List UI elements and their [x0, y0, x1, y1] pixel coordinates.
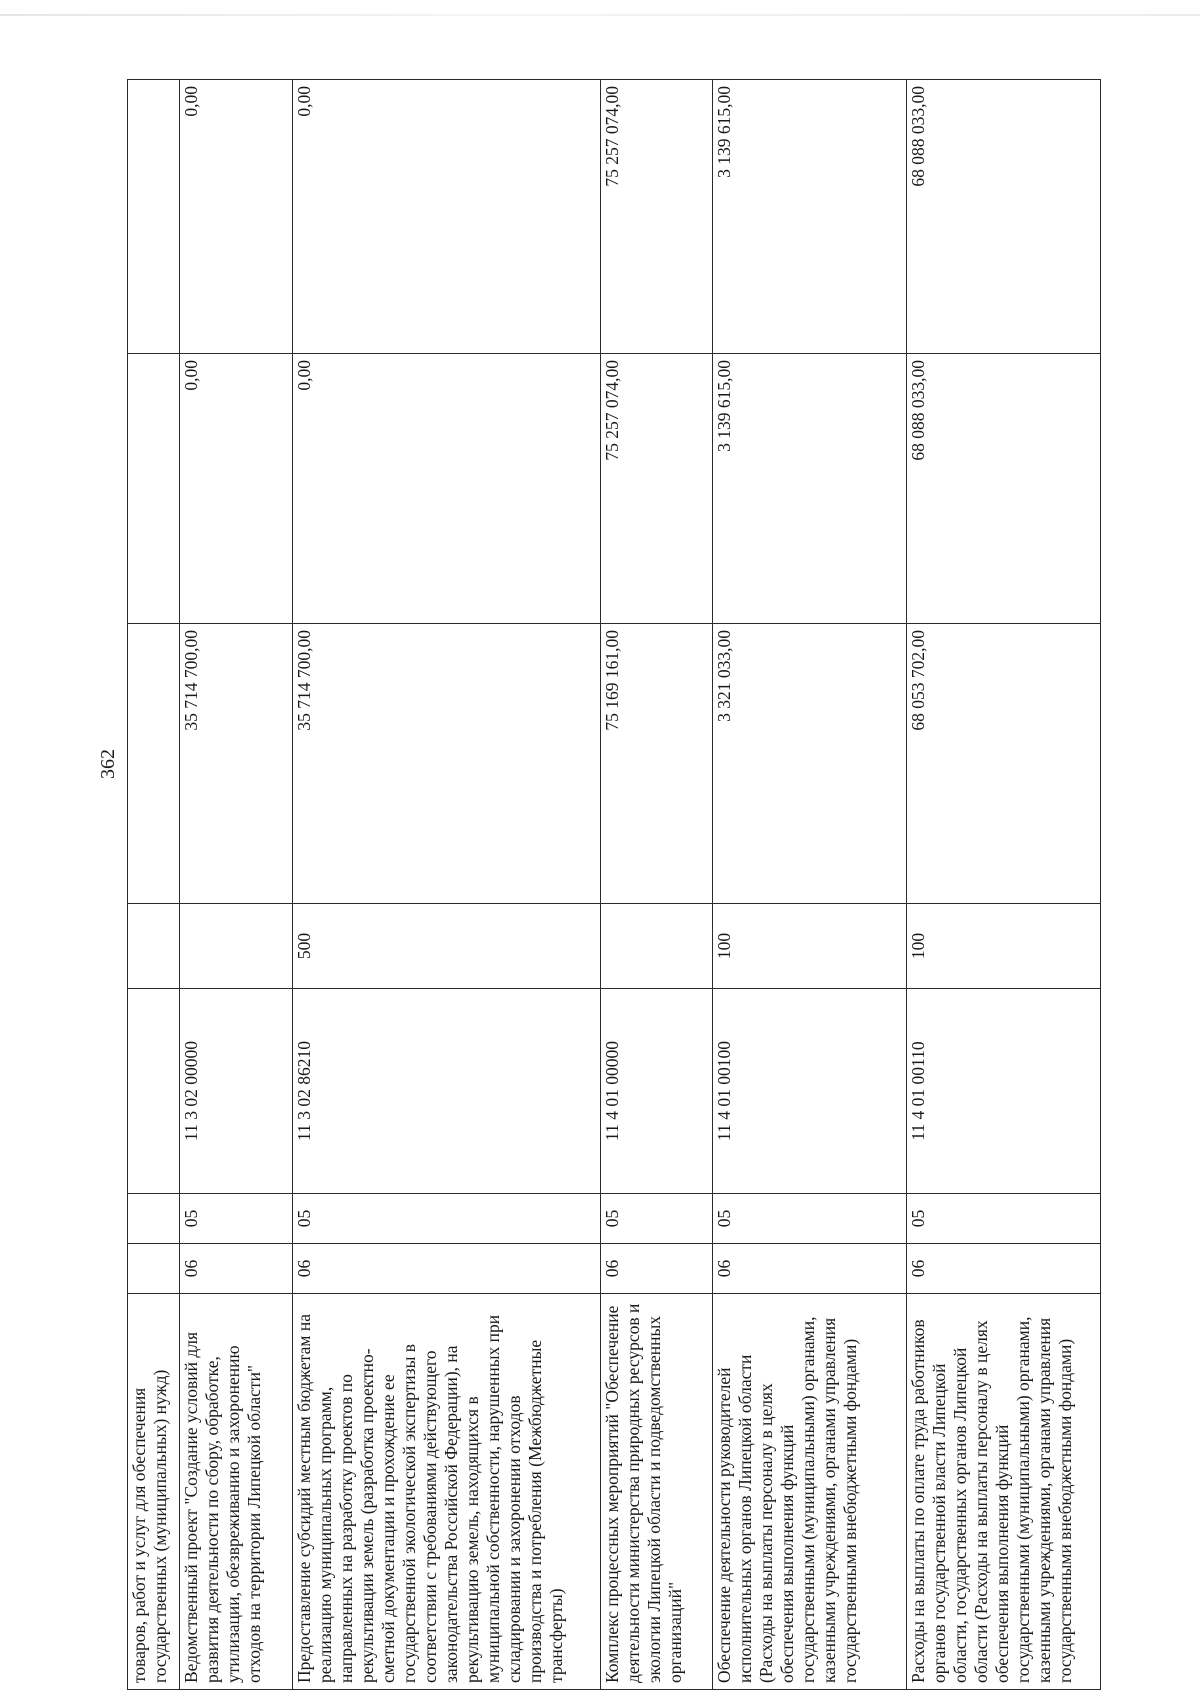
row-grbs-cell — [128, 1244, 180, 1294]
row-amount-year2-cell: 0,00 — [292, 354, 600, 624]
page-number: 362 — [97, 749, 119, 779]
row-target-article-cell: 11 4 01 00000 — [600, 989, 713, 1194]
row-section-cell: 05 — [180, 1194, 293, 1244]
row-amount-year3-cell: 75 257 074,00 — [600, 80, 713, 354]
row-amount-year1-cell: 35 714 700,00 — [292, 624, 600, 904]
table-row — [292, 80, 600, 1690]
row-amount-year3-cell: 0,00 — [292, 80, 600, 354]
row-amount-year2-cell: 68 088 033,00 — [907, 354, 1101, 624]
row-amount-year1-cell: 68 053 702,00 — [907, 624, 1101, 904]
row-amount-year2-cell — [128, 354, 180, 624]
row-name-cell: Комплекс процессных мероприятий "Обеспечение деятельности министерства природных ресурсов и экологии Липецкой области и подведомственных организаций" — [600, 1294, 713, 1690]
row-amount-year3-cell: 68 088 033,00 — [907, 80, 1101, 354]
row-amount-year1-cell: 35 714 700,00 — [180, 624, 293, 904]
budget-table-rotated — [127, 80, 1101, 1690]
row-expense-type-cell — [600, 904, 713, 989]
row-target-article-cell: 11 4 01 00110 — [907, 989, 1101, 1194]
row-section-cell — [128, 1194, 180, 1244]
row-name-cell: Расходы на выплаты по оплате труда работников органов государственной власти Липецкой области, государственных органов Липецкой области (Расходы на выплаты персоналу в целях обеспечения выполнения функций государственными (муниципальными) органами, казенными учреждениями, органами управления государственными внебюджетными фондами) — [907, 1294, 1101, 1690]
row-grbs-cell: 06 — [600, 1244, 713, 1294]
scan-edge-line — [0, 14, 1200, 16]
row-grbs-cell: 06 — [180, 1244, 293, 1294]
row-grbs-cell: 06 — [292, 1244, 600, 1294]
row-target-article-cell — [128, 989, 180, 1194]
row-name-cell: Предоставление субсидий местным бюджетам на реализацию муниципальных программ, направленных на разработку проектов по рекультивации земель (разработка проектно-сметной документации и прохождение ее государственной экологической экспертизы в соответствии с требованиями действующего законодательства Российской Федерации), на рекультивацию земель, находящихся в муниципальной собственности, нарушенных при складировании и захоронении отходов производства и потребления (Межбюджетные трансферты) — [292, 1294, 600, 1690]
budget-table — [127, 79, 1101, 1690]
table-row — [713, 80, 907, 1690]
row-grbs-cell: 06 — [907, 1244, 1101, 1294]
table-row — [128, 80, 180, 1690]
table-row — [600, 80, 713, 1690]
row-amount-year2-cell: 0,00 — [180, 354, 293, 624]
row-target-article-cell: 11 3 02 86210 — [292, 989, 600, 1194]
row-amount-year3-cell — [128, 80, 180, 354]
row-amount-year3-cell: 3 139 615,00 — [713, 80, 907, 354]
row-expense-type-cell: 500 — [292, 904, 600, 989]
row-name-cell: товаров, работ и услуг для обеспечения государственных (муниципальных) нужд) — [128, 1294, 180, 1690]
row-section-cell: 05 — [600, 1194, 713, 1244]
row-amount-year1-cell: 75 169 161,00 — [600, 624, 713, 904]
table-row — [180, 80, 293, 1690]
row-amount-year1-cell: 3 321 033,00 — [713, 624, 907, 904]
row-name-cell: Ведомственный проект "Создание условий для развития деятельности по сбору, обработке, утилизации, обезвреживанию и захоронению отходов на территории Липецкой области" — [180, 1294, 293, 1690]
row-target-article-cell: 11 3 02 00000 — [180, 989, 293, 1194]
row-expense-type-cell: 100 — [713, 904, 907, 989]
row-section-cell: 05 — [292, 1194, 600, 1244]
row-amount-year2-cell: 75 257 074,00 — [600, 354, 713, 624]
row-target-article-cell: 11 4 01 00100 — [713, 989, 907, 1194]
row-expense-type-cell: 100 — [907, 904, 1101, 989]
row-expense-type-cell — [128, 904, 180, 989]
row-amount-year1-cell — [128, 624, 180, 904]
row-amount-year3-cell: 0,00 — [180, 80, 293, 354]
table-row — [907, 80, 1101, 1690]
row-expense-type-cell — [180, 904, 293, 989]
row-amount-year2-cell: 3 139 615,00 — [713, 354, 907, 624]
row-section-cell: 05 — [713, 1194, 907, 1244]
row-grbs-cell: 06 — [713, 1244, 907, 1294]
row-name-cell: Обеспечение деятельности руководителей исполнительных органов Липецкой области (Расходы на выплаты персоналу в целях обеспечения выполнения функций государственными (муниципальными) органами, казенными учреждениями, органами управления государственными внебюджетными фондами) — [713, 1294, 907, 1690]
row-section-cell: 05 — [907, 1194, 1101, 1244]
